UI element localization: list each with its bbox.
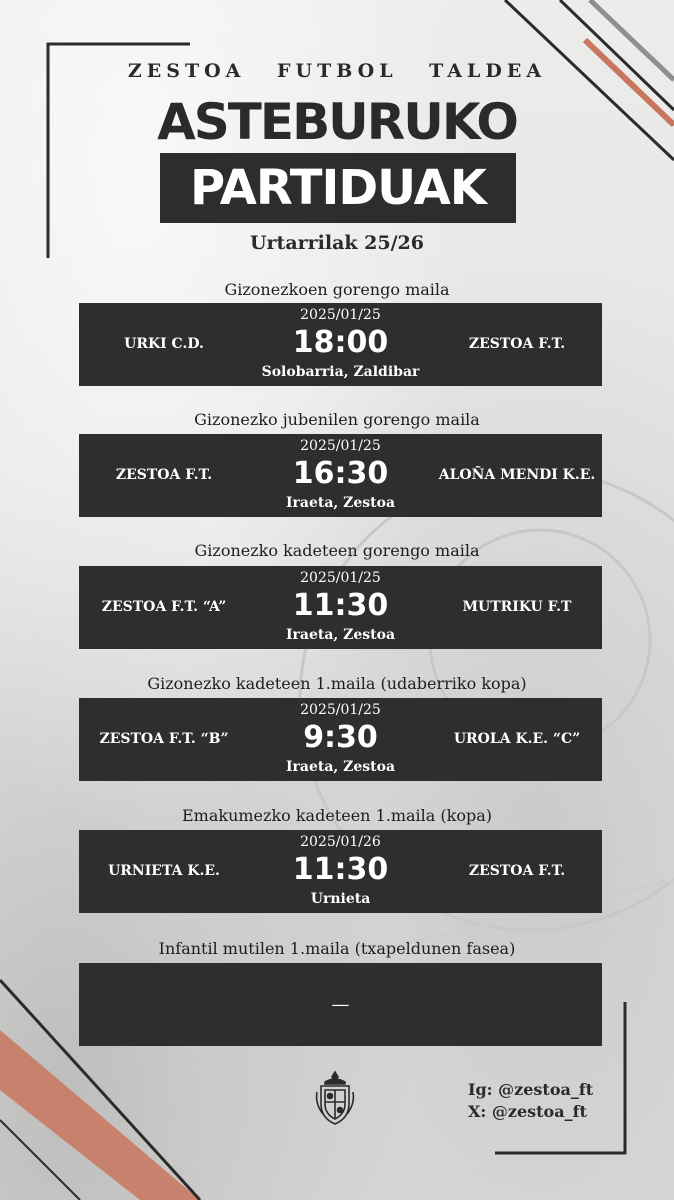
category-label: Infantil mutilen 1.maila (txapeldunen fasea): [158, 939, 516, 958]
match-venue: Solobarria, Zaldibar: [261, 364, 420, 380]
club-name: ZESTOA FUTBOL TALDEA: [127, 60, 547, 82]
match-card: [79, 303, 602, 386]
social-handles: [468, 1079, 593, 1123]
match-date: 2025/01/25: [300, 570, 381, 586]
category-label: Gizonezko jubenilen gorengo maila: [194, 410, 480, 429]
category-label: Gizonezkoen gorengo maila: [224, 280, 450, 299]
away-team: ALOÑA MENDI K.E.: [438, 467, 596, 483]
no-match-placeholder: —: [331, 994, 350, 1015]
away-team: MUTRIKU F.T: [462, 599, 572, 615]
match-date: 2025/01/25: [300, 307, 381, 323]
x-handle: X: @zestoa_ft: [468, 1102, 587, 1121]
match-card: [79, 698, 602, 781]
match-card-empty: [79, 963, 602, 1046]
club-crest-icon: [311, 1068, 359, 1128]
match-card: [79, 434, 602, 517]
title-line-2: PARTIDUAK: [160, 153, 516, 223]
home-team: URKI C.D.: [124, 336, 204, 352]
match-time: 18:00: [292, 325, 389, 360]
match-date: 2025/01/26: [300, 834, 381, 850]
match-venue: Urnieta: [310, 891, 371, 907]
category-label: Gizonezko kadeteen 1.maila (udaberriko kopa): [147, 674, 527, 693]
match-date: 2025/01/25: [300, 438, 381, 454]
away-team: ZESTOA F.T.: [468, 336, 566, 352]
category-label: Emakumezko kadeteen 1.maila (kopa): [181, 806, 492, 825]
match-venue: Iraeta, Zestoa: [285, 627, 396, 643]
away-team: ZESTOA F.T.: [468, 863, 566, 879]
category-label: Gizonezko kadeteen gorengo maila: [194, 541, 480, 560]
match-card: [79, 830, 602, 913]
match-time: 16:30: [292, 456, 389, 491]
home-team: ZESTOA F.T. “B”: [99, 731, 229, 747]
home-team: ZESTOA F.T. “A”: [101, 599, 227, 615]
match-time: 9:30: [303, 720, 378, 755]
home-team: ZESTOA F.T.: [115, 467, 213, 483]
instagram-handle: Ig: @zestoa_ft: [468, 1080, 594, 1099]
date-range: Urtarrilak 25/26: [249, 232, 425, 254]
match-date: 2025/01/25: [300, 702, 381, 718]
match-time: 11:30: [292, 588, 389, 623]
home-team: URNIETA K.E.: [108, 863, 220, 879]
title-line-1: ASTEBURUKO: [157, 93, 517, 151]
match-card: [79, 566, 602, 649]
match-venue: Iraeta, Zestoa: [285, 495, 396, 511]
away-team: UROLA K.E. “C”: [453, 731, 581, 747]
match-time: 11:30: [292, 852, 389, 887]
match-venue: Iraeta, Zestoa: [285, 759, 396, 775]
